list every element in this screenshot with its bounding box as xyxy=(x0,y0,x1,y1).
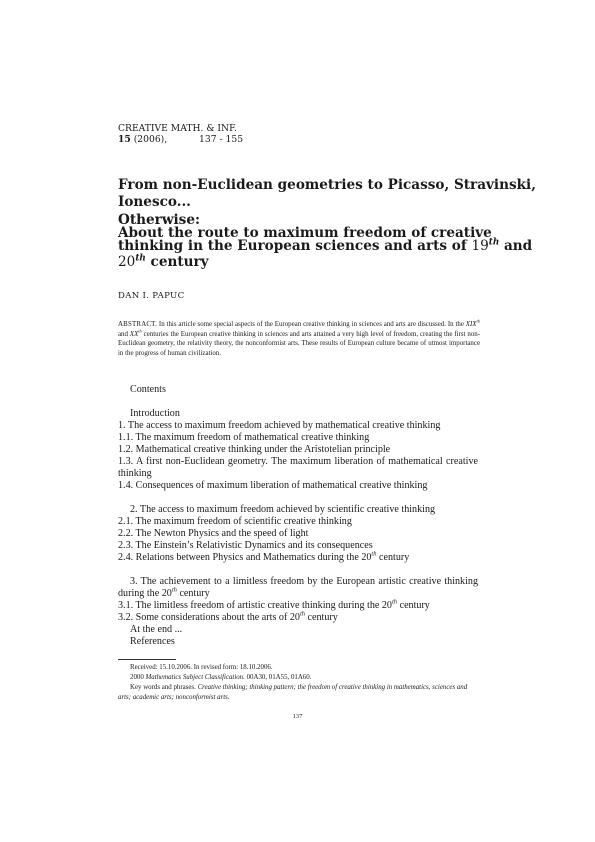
footnote-rule xyxy=(118,659,176,660)
toc-section-3: 3. The achievement to a limitless freedom by the European artistic creative thinking during the 20th century xyxy=(118,576,478,599)
toc-section-1-2: 1.2. Mathematical creative thinking under the Aristotelian principle xyxy=(118,444,391,455)
toc-section-2-3: 2.3. The Einstein’s Relativistic Dynamics and its consequences xyxy=(118,540,373,551)
toc-section-2-1: 2.1. The maximum freedom of scientific creative thinking xyxy=(118,516,352,527)
author-name: DAN I. PAPUC xyxy=(118,291,185,301)
toc-section-1-3: 1.3. A first non-Euclidean geometry. The maximum liberation of mathematical creative thinking xyxy=(118,456,478,479)
abstract-label: ABSTRACT. xyxy=(118,321,158,328)
toc-section-2: 2. The access to maximum freedom achieved by scientific creative thinking xyxy=(130,504,436,515)
title-line-5: thinking in the European sciences and arts of 19th and xyxy=(118,237,533,254)
footnote-msc: 2000 Mathematics Subject Classification. 00A30, 01A55, 01A60. xyxy=(130,674,312,681)
title-line-1: From non-Euclidean geometries to Picasso, Stravinski, xyxy=(118,177,536,193)
abstract: ABSTRACT. In this article some special aspects of the European creative thinking in sciences and arts are discussed. In the XIXth and XXth centuries the European creative thinking in sciences and arts attained a very high level of freedom, creating the first non-Euclidean geometry, the relativity theory, the nonconformist arts. These results of European culture became of utmost importance in the progress of human civilization. xyxy=(118,318,481,357)
toc-section-2-4: 2.4. Relations between Physics and Mathematics during the 20th century xyxy=(118,550,410,563)
toc-section-3-2: 3.2. Some considerations about the arts of 20th century xyxy=(118,610,338,623)
title-line-3: Otherwise: xyxy=(118,212,201,228)
journal-pages: 137 - 155 xyxy=(199,134,244,145)
journal-year: (2006), xyxy=(133,134,168,145)
title-line-2: Ionesco... xyxy=(118,194,191,210)
toc-section-2-2: 2.2. The Newton Physics and the speed of light xyxy=(118,528,309,539)
journal-name: CREATIVE MATH. & INF. xyxy=(118,123,237,134)
toc-section-1-1: 1.1. The maximum freedom of mathematical creative thinking xyxy=(118,432,370,443)
toc-at-the-end: At the end ... xyxy=(130,624,183,635)
footnote-received: Received: 15.10.2006. In revised form: 18.10.2006. xyxy=(130,664,273,671)
toc-section-1-4: 1.4. Consequences of maximum liberation of mathematical creative thinking xyxy=(118,480,428,491)
toc-references: References xyxy=(130,636,175,647)
title-line-6: 20th century xyxy=(118,253,209,270)
title-line-4: About the route to maximum freedom of creative xyxy=(118,225,492,241)
journal-volume: 15 xyxy=(118,134,131,145)
toc-section-1: 1. The access to maximum freedom achieved by mathematical creative thinking xyxy=(118,420,441,431)
journal-issue xyxy=(118,134,243,145)
contents-heading: Contents xyxy=(130,384,166,395)
footnote-keywords: Key words and phrases. Creative thinking; thinking pattern; the freedom of creative thinking in mathematics, sciences and arts; academic arts; nonconformist arts. xyxy=(118,684,468,701)
toc-section-3-1: 3.1. The limitless freedom of artistic creative thinking during the 20th century xyxy=(118,598,430,611)
page-number: 137 xyxy=(292,713,303,720)
toc-introduction: Introduction xyxy=(130,408,180,419)
